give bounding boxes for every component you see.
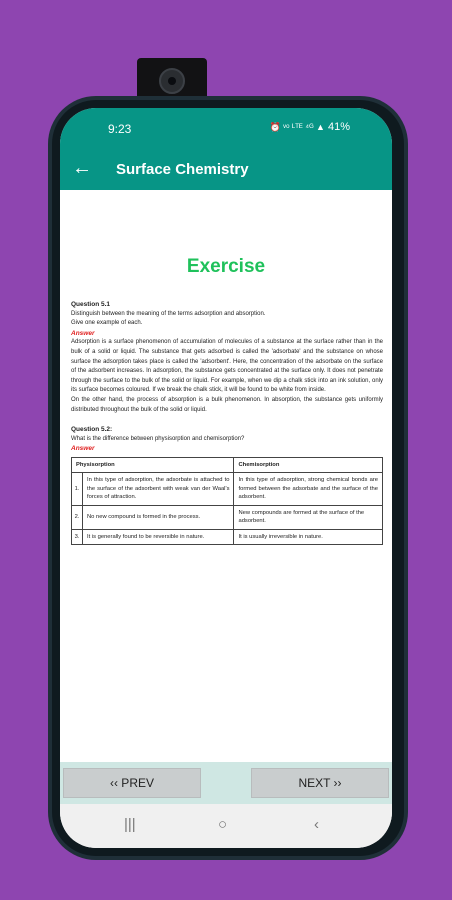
exercise-heading: Exercise [186,256,266,277]
nav-back-icon[interactable]: ‹ [314,816,319,833]
system-nav-bar [60,804,392,848]
row-number: 2. [72,505,83,529]
table-row [72,529,383,545]
app-bar [60,150,392,190]
question-title: Question 5.2: [71,426,113,434]
question-title: Question 5.1 [71,301,111,308]
table-row [72,473,383,506]
table-cell: In this type of adsorption, strong chemical bonds are formed between the adsorbate and the surface of the adsorbent. [234,473,383,506]
question-text: Distinguish between the meaning of the terms adsorption and absorption. [71,310,266,317]
answer-paragraph: On the other hand, the process of absorption is a bulk phenomenon. In absorption, the substance gets uniformly distributed throughout the bulk of the solid or liquid. [71,396,383,413]
comparison-table [71,457,383,546]
table-cell: No new compound is formed in the process. [83,505,234,529]
table-cell: In this type of adsorption, the adsorbate is attached to the surface of the adsorbent with weak van der Waal's forces of attraction. [83,473,234,506]
question-text: What is the difference between physisorption and chemisorption? [71,435,245,442]
status-time: 9:23 [108,122,132,136]
next-button[interactable]: NEXT ›› [251,768,389,798]
table-header-row [72,457,383,473]
prev-button[interactable]: ‹‹ PREV [63,768,201,798]
battery-level: 41% [327,121,350,133]
status-icons [269,121,350,133]
table-header: Chemisorption [234,457,383,473]
row-number: 1. [72,473,83,506]
home-icon[interactable]: ○ [218,816,228,833]
camera-lens-icon [159,68,185,94]
status-bar [60,108,392,150]
question-text: Give one example of each. [71,320,143,327]
answer-paragraph: Adsorption is a surface phenomenon of accumulation of molecules of a substance at the surface rather than in the bulk of a solid or liquid. The substance that gets adsorbed is called the 'adsorbate' and the substance on whose surface the adsorption takes place is called the 'adsorbent'. Here, the concentration of the adsorbate on the surface of the adsorbent increases. In adsorption, the substance gets concentrated at the surface only. It does not penetrate through the surface to the bulk of the solid or liquid. For example, when we dip a chalk stick into an ink solution, only its surface becomes coloured. If we break the chalk stick, it will be found to be white from inside. [71,339,383,394]
answer-label: Answer [71,329,95,337]
table-cell: It is usually irreversible in nature. [234,529,383,545]
recents-icon[interactable]: ||| [124,816,136,833]
pager-bar [60,762,392,804]
exercise-body [71,300,383,545]
table-row [72,505,383,529]
table-cell: It is generally found to be reversible in nature. [83,529,234,545]
table-cell: New compounds are formed at the surface of the adsorbent. [234,505,383,529]
network-icons: ⏰ ᵛᵒ ᴸᵀᴱ ⁴ᴳ ▲ [269,121,325,132]
back-arrow-icon[interactable]: ← [72,157,92,179]
phone-screen [60,108,392,848]
answer-label: Answer [71,445,95,453]
content-area[interactable] [60,190,392,762]
page-title: Surface Chemistry [116,161,249,178]
row-number: 3. [72,529,83,545]
table-header: Physisorption [72,457,234,473]
